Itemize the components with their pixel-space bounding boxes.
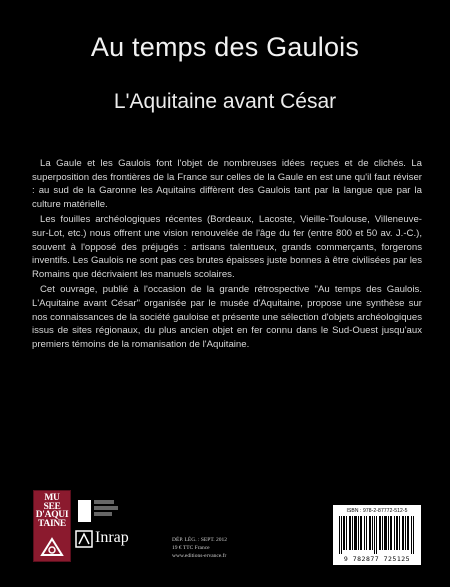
musee-logo-line: MU: [44, 493, 60, 503]
barcode-box: [333, 505, 421, 565]
musee-logo-line: TAINE: [38, 518, 66, 529]
price: 19 € TTC France: [172, 545, 210, 551]
barcode-icon: [339, 516, 415, 554]
musee-aquitaine-logo: [33, 490, 71, 562]
blurb-paragraph-3: Cet ouvrage, publié à l'occasion de la grande rétrospective "Au temps des Gaulois. L'Aquitaine avant César" organisée par le musée d'Aquitaine, propose une synthèse sur nos connaissances de la société gauloise et présente une sélection d'objets archéologiques issus de sites régionaux, du plus ancien objet en fer connu dans le Sud-Ouest jusqu'aux premiers témoins de la romanisation de l'Aquitaine.: [32, 284, 422, 350]
musee-logo-text: [34, 491, 70, 528]
departement-logo-icon: [78, 500, 91, 522]
book-title: Au temps des Gaulois: [90, 32, 360, 62]
publisher-info: [172, 536, 227, 560]
musee-logo-line: SEE: [43, 501, 61, 512]
publisher-website: www.editions-ervance.fr: [172, 553, 227, 559]
departement-logo-text: [94, 500, 124, 516]
inrap-logo-text: Inrap: [95, 529, 129, 546]
inrap-logo: [75, 528, 135, 550]
isbn-number: ISBN : 978-2-87772-512-5: [346, 508, 408, 514]
blurb-paragraph-1: La Gaule et les Gaulois font l'objet de nombreuses idées reçues et de clichés. La superposition des frontières de la France sur celles de la Gaule en est une qu'il faut réviser : au sud de la Garonne les Aquitains diffèrent des Gaulois tant par la langue que par la culture matérielle.: [32, 158, 422, 210]
blurb-paragraph-2: Les fouilles archéologiques récentes (Bordeaux, Lacoste, Vieille-Toulouse, Villeneuve-sur-Lot, etc.) nous offrent une vision renouvelée de l'âge du fer (entre 800 et 50 av. J.-C.), souvent à l'opposé des préjugés : artisans talentueux, grands commerçants, forgerons inventifs. Les Gaulois ne sont pas ces brutes épaisses juste bonnes à être civilisées par les Romains que décrivaient les manuels scolaires.: [32, 214, 422, 280]
blurb-text: [32, 157, 422, 351]
legal-deposit: DÉP. LÉG. : SEPT. 2012: [172, 537, 228, 543]
musee-logo-line: D'AQUI: [35, 510, 69, 521]
musee-emblem-icon: [40, 537, 64, 557]
inrap-logo-icon: [75, 530, 93, 548]
ean-number: 9 782877 725125: [343, 555, 411, 563]
book-subtitle: L'Aquitaine avant César: [113, 90, 337, 113]
